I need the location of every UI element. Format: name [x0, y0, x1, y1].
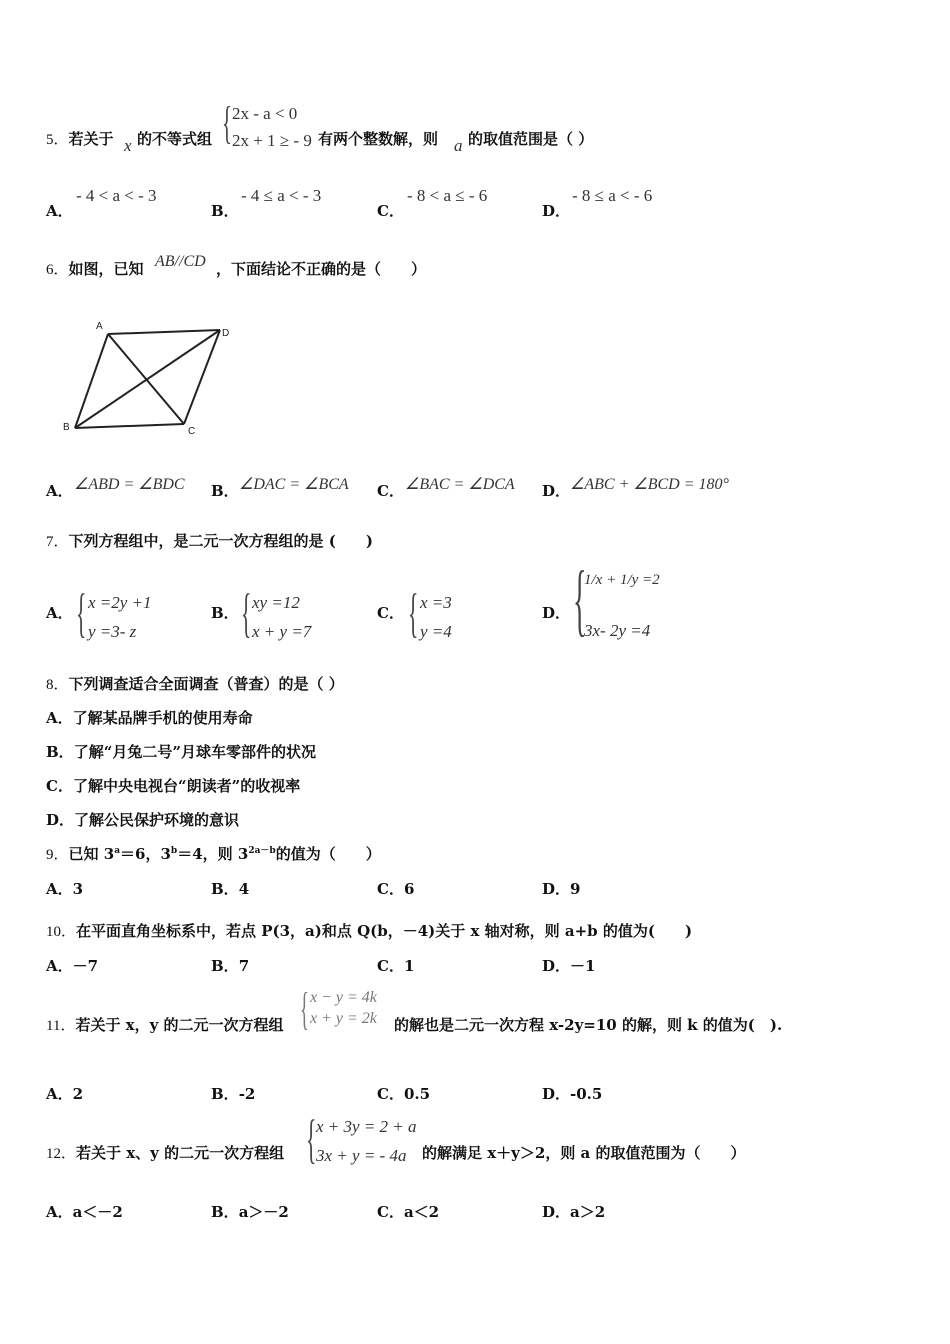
q7-option-a-brace: {: [76, 583, 87, 643]
q10-number: 10．: [46, 924, 77, 940]
q8-option-d-text: 了解公民保护环境的意识: [74, 811, 240, 829]
q12-option-d-label: D．: [542, 1203, 571, 1221]
q7-option-c-line2: y =4: [420, 622, 452, 641]
q12-option-a-label: A．: [46, 1203, 73, 1221]
q9-option-c-text: 6: [403, 880, 415, 898]
q8-stem: [46, 673, 344, 694]
q10-option-c-text: 1: [403, 957, 415, 975]
q9-option-d-text: 9: [570, 880, 581, 898]
q8-option-d-label: D．: [46, 811, 75, 829]
q8-option-b-text: 了解“月兔二号”月球车零部件的状况: [73, 743, 316, 761]
q5-number: 5．: [46, 132, 69, 148]
q9-option-c-label: C．: [377, 880, 404, 898]
q5-option-b-label: B．: [211, 202, 239, 220]
q12-number: 12．: [46, 1146, 77, 1162]
q11-option-a-text: 2: [72, 1085, 84, 1103]
q11-post: 的解也是二元一次方程 x-2y=10 的解，则 k 的值为( ).: [394, 1016, 783, 1034]
q6-stem: [46, 258, 144, 279]
q11-number: 11．: [46, 1018, 76, 1034]
q11-stem: [46, 1014, 284, 1035]
q7-option-b-line2: x + y =7: [252, 622, 312, 641]
q9-option-a-label: A．: [46, 880, 73, 898]
q11-option-b-label: B．: [211, 1085, 239, 1103]
q6-number: 6．: [46, 262, 69, 278]
q11-pre: 若关于 x，y 的二元一次方程组: [75, 1016, 284, 1034]
q9-post: 的值为（ ）: [275, 845, 381, 863]
q11-sys-2: x + y = 2k: [310, 1010, 377, 1027]
q10-stem: [46, 920, 692, 941]
q9-option-d: [542, 878, 580, 899]
q7-option-d-brace: {: [573, 556, 587, 644]
q5-sys-1: 2x - a < 0: [232, 104, 298, 123]
q8-option-d: [46, 809, 239, 830]
q5-post: 有两个整数解，则: [318, 130, 439, 148]
q7-option-d-label: D．: [542, 604, 571, 622]
q11-option-c: [377, 1083, 430, 1104]
q6-option-c-label: C．: [377, 482, 404, 500]
q10-text: 在平面直角坐标系中，若点 P(3，a)和点 Q(b，－4)关于 x 轴对称，则 a+b 的值为( ): [76, 922, 693, 940]
q10-option-b-text: 7: [238, 957, 250, 975]
q12-brace: {: [306, 1109, 317, 1169]
q5-mid: 的不等式组: [137, 130, 213, 148]
q5-var-a: a: [454, 136, 463, 155]
q12-sys-2: 3x + y = - 4a: [316, 1146, 407, 1165]
q7-option-c-label: C．: [377, 604, 404, 622]
q5-option-b: - 4 ≤ a < - 3: [241, 186, 322, 205]
q7-option-a-line1: x =2y +1: [88, 593, 152, 612]
q9-sup-2a-b: 2a－b: [248, 846, 276, 856]
q6-edge-ad: [108, 330, 220, 334]
q7-option-d-line1: 1/x + 1/y =2: [584, 572, 660, 588]
q11-option-b-text: -2: [238, 1085, 256, 1103]
q12-sys-1: x + 3y = 2 + a: [316, 1117, 417, 1136]
q8-option-b-label: B．: [46, 743, 74, 761]
q7-text: 下列方程组中，是二元一次方程组的是 ( ): [68, 532, 373, 550]
q9-option-b-text: 4: [238, 880, 250, 898]
q6-edge-ab: [75, 334, 108, 428]
q9-option-b-label: B．: [211, 880, 239, 898]
q5-option-c-label: C．: [377, 202, 404, 220]
q6-option-c: ∠BAC = ∠DCA: [405, 476, 515, 493]
q9-option-c: [377, 878, 414, 899]
q6-diagonal-bd: [75, 330, 220, 428]
q9-stem: [46, 843, 381, 864]
q6-label-a: A: [96, 321, 103, 332]
q6-post: ，下面结论不正确的是（ ）: [216, 260, 427, 278]
q8-option-c-text: 了解中央电视台“朗读者”的收视率: [72, 777, 301, 795]
q9-mid1: ＝6，3: [120, 845, 171, 863]
q6-edge-bc: [75, 424, 184, 428]
q9-option-b: [211, 878, 249, 899]
q8-option-a: [46, 707, 253, 728]
q12-option-c: [377, 1201, 439, 1222]
q12-option-c-text: a＜2: [403, 1203, 440, 1221]
q12-option-d-text: a＞2: [570, 1203, 606, 1221]
q8-text: 下列调查适合全面调查（普查）的是（ ）: [68, 675, 344, 693]
q11-option-c-text: 0.5: [403, 1085, 431, 1103]
q10-option-d: [542, 955, 595, 976]
q7-option-c-brace: {: [408, 583, 419, 643]
q11-option-b: [211, 1083, 255, 1104]
q5-option-d: - 8 ≤ a < - 6: [572, 186, 653, 205]
q6-option-a: ∠ABD = ∠BDC: [74, 476, 185, 493]
q8-option-c: [46, 775, 300, 796]
q8-option-b: [46, 741, 316, 762]
q6-option-d: ∠ABC + ∠BCD = 180°: [570, 476, 729, 493]
q6-pre: 如图，已知: [68, 260, 144, 278]
q5-option-d-label: D．: [542, 202, 571, 220]
q12-stem: [46, 1142, 284, 1163]
q7-option-b-line1: xy =12: [252, 593, 300, 612]
q10-option-a: [46, 955, 98, 976]
q12-option-a-text: a＜－2: [72, 1203, 123, 1221]
q9-option-a: [46, 878, 83, 899]
q7-number: 7．: [46, 534, 69, 550]
q10-option-c: [377, 955, 414, 976]
q11-brace: {: [300, 983, 309, 1034]
q10-option-a-label: A．: [46, 957, 73, 975]
q11-sys-1: x − y = 4k: [310, 989, 377, 1006]
q11-option-a: [46, 1083, 83, 1104]
q10-option-b: [211, 955, 249, 976]
q12-pre: 若关于 x、y 的二元一次方程组: [76, 1144, 285, 1162]
q6-expr: AB//CD: [155, 253, 206, 270]
q10-option-a-text: －7: [72, 957, 99, 975]
q10-option-c-label: C．: [377, 957, 404, 975]
q9-sup-b: b: [170, 846, 178, 856]
q5-pre: 若关于: [68, 130, 114, 148]
q5-end: 的取值范围是（ ）: [468, 130, 594, 148]
q6-parallelogram-figure: [60, 316, 240, 440]
q5-option-c: - 8 < a ≤ - 6: [407, 186, 488, 205]
q10-option-d-label: D．: [542, 957, 571, 975]
q9-mid2: ＝4，则 3: [177, 845, 249, 863]
q8-option-c-label: C．: [46, 777, 73, 795]
q12-option-a: [46, 1201, 123, 1222]
q11-option-d-label: D．: [542, 1085, 571, 1103]
q7-option-a-line2: y =3- z: [88, 622, 137, 641]
q6-label-c: C: [188, 426, 196, 437]
q7-stem: [46, 530, 373, 551]
q6-option-d-label: D．: [542, 482, 571, 500]
q6-option-b: ∠DAC = ∠BCA: [239, 476, 349, 493]
q8-option-a-text: 了解某品牌手机的使用寿命: [72, 709, 253, 727]
q11-option-a-label: A．: [46, 1085, 73, 1103]
q9-option-a-text: 3: [72, 880, 84, 898]
q5-brace: {: [222, 97, 232, 148]
q8-option-a-label: A．: [46, 709, 73, 727]
q12-option-b: [211, 1201, 289, 1222]
q7-option-b-label: B．: [211, 604, 239, 622]
q12-option-b-label: B．: [211, 1203, 239, 1221]
q7-option-b-brace: {: [241, 583, 252, 643]
q8-number: 8．: [46, 677, 69, 693]
q7-option-a-label: A．: [46, 604, 73, 622]
q6-label-b: B: [63, 422, 70, 433]
q10-option-d-text: －1: [570, 957, 596, 975]
q5-var-x: x: [124, 136, 132, 155]
q6-label-d: D: [222, 328, 230, 339]
q9-pre: 已知 3: [68, 845, 115, 863]
q5-option-a-label: A．: [46, 202, 73, 220]
q6-edge-cd: [184, 330, 220, 424]
q9-number: 9．: [46, 847, 69, 863]
q11-option-d: [542, 1083, 602, 1104]
q11-option-c-label: C．: [377, 1085, 404, 1103]
q10-option-b-label: B．: [211, 957, 239, 975]
q5-sys-2: 2x + 1 ≥ - 9: [232, 131, 312, 150]
q5-stem: [46, 128, 114, 149]
q6-option-a-label: A．: [46, 482, 73, 500]
q9-sup-a: a: [114, 846, 121, 856]
q9-option-d-label: D．: [542, 880, 571, 898]
q5-option-a: - 4 < a < - 3: [76, 186, 157, 205]
q6-option-b-label: B．: [211, 482, 239, 500]
q12-option-d: [542, 1201, 605, 1222]
q12-option-c-label: C．: [377, 1203, 404, 1221]
q7-option-c-line1: x =3: [420, 593, 452, 612]
q12-post: 的解满足 x＋y＞2，则 a 的取值范围为（ ）: [422, 1144, 746, 1162]
q11-option-d-text: -0.5: [570, 1085, 603, 1103]
q7-option-d-line2: 3x- 2y =4: [584, 621, 651, 640]
q12-option-b-text: a＞－2: [238, 1203, 289, 1221]
